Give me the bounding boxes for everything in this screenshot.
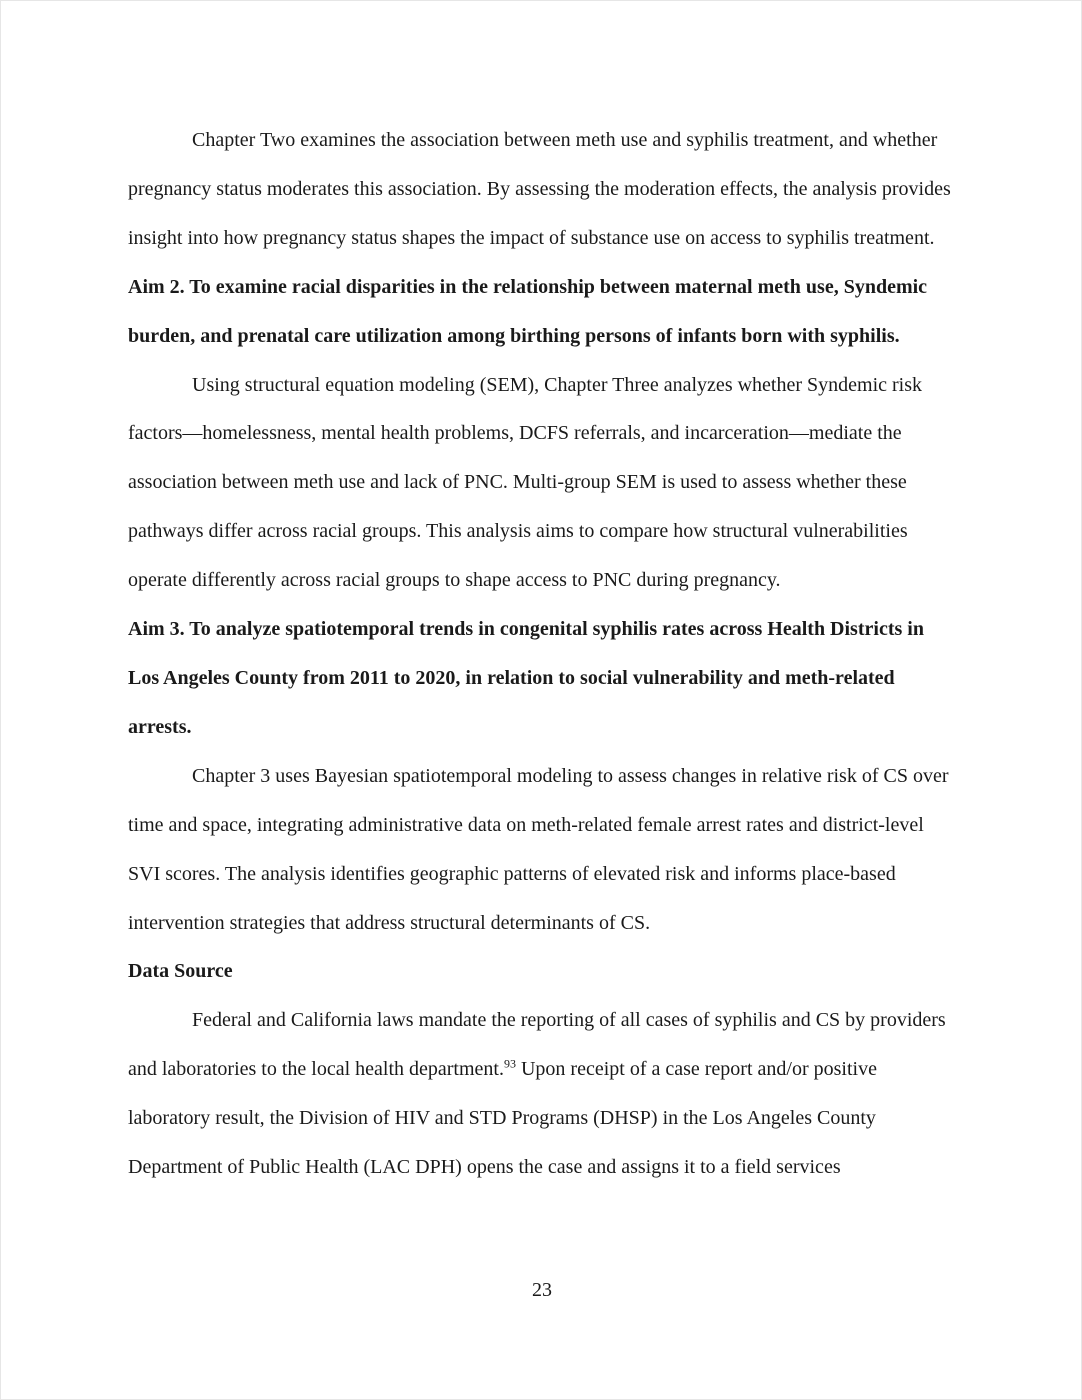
page-number: 23	[532, 1279, 552, 1301]
heading-data-source: Data Source	[128, 960, 233, 983]
citation-superscript: 93	[503, 1056, 516, 1071]
page-body	[128, 116, 958, 1192]
paragraph-chapter-three: Using structural equation modeling (SEM), Chapter Three analyzes whether Syndemic risk factors—homelessness, mental health problems, DCFS referrals, and incarceration—mediate the association between meth use and lack of PNC. Multi-group SEM is used to assess whether these pathways differ across racial groups. This analysis aims to compare how structural vulnerabilities operate differently across racial groups to shape access to PNC during pregnancy.	[128, 373, 922, 592]
paragraph-chapter-3-methods: Chapter 3 uses Bayesian spatiotemporal modeling to assess changes in relative risk of CS over time and space, integrating administrative data on meth-related female arrest rates and district-level SVI scores. The analysis identifies geographic patterns of elevated risk and informs place-based intervention strategies that address structural determinants of CS.	[128, 764, 949, 934]
paragraph-data-source-part1: Federal and California laws mandate the reporting of all cases of syphilis and CS by providers and laboratories to the local health department.	[128, 1009, 946, 1081]
paragraph-data-source	[128, 996, 958, 1192]
heading-aim-2: Aim 2. To examine racial disparities in the relationship between maternal meth use, Syndemic burden, and prenatal care utilization among birthing persons of infants born with syphilis.	[128, 275, 928, 347]
paragraph-data-source-part2: Upon receipt of a case report and/or positive laboratory result, the Division of HIV and STD Programs (DHSP) in the Los Angeles County Department of Public Health (LAC DPH) opens the case and assigns it to a field services	[128, 1058, 877, 1179]
heading-aim-3: Aim 3. To analyze spatiotemporal trends in congenital syphilis rates across Health Districts in Los Angeles County from 2011 to 2020, in relation to social vulnerability and meth-related arrests.	[128, 618, 924, 738]
paragraph-chapter-two: Chapter Two examines the association between meth use and syphilis treatment, and whether pregnancy status moderates this association. By assessing the moderation effects, the analysis provides insight into how pregnancy status shapes the impact of substance use on access to syphilis treatment.	[128, 129, 951, 249]
